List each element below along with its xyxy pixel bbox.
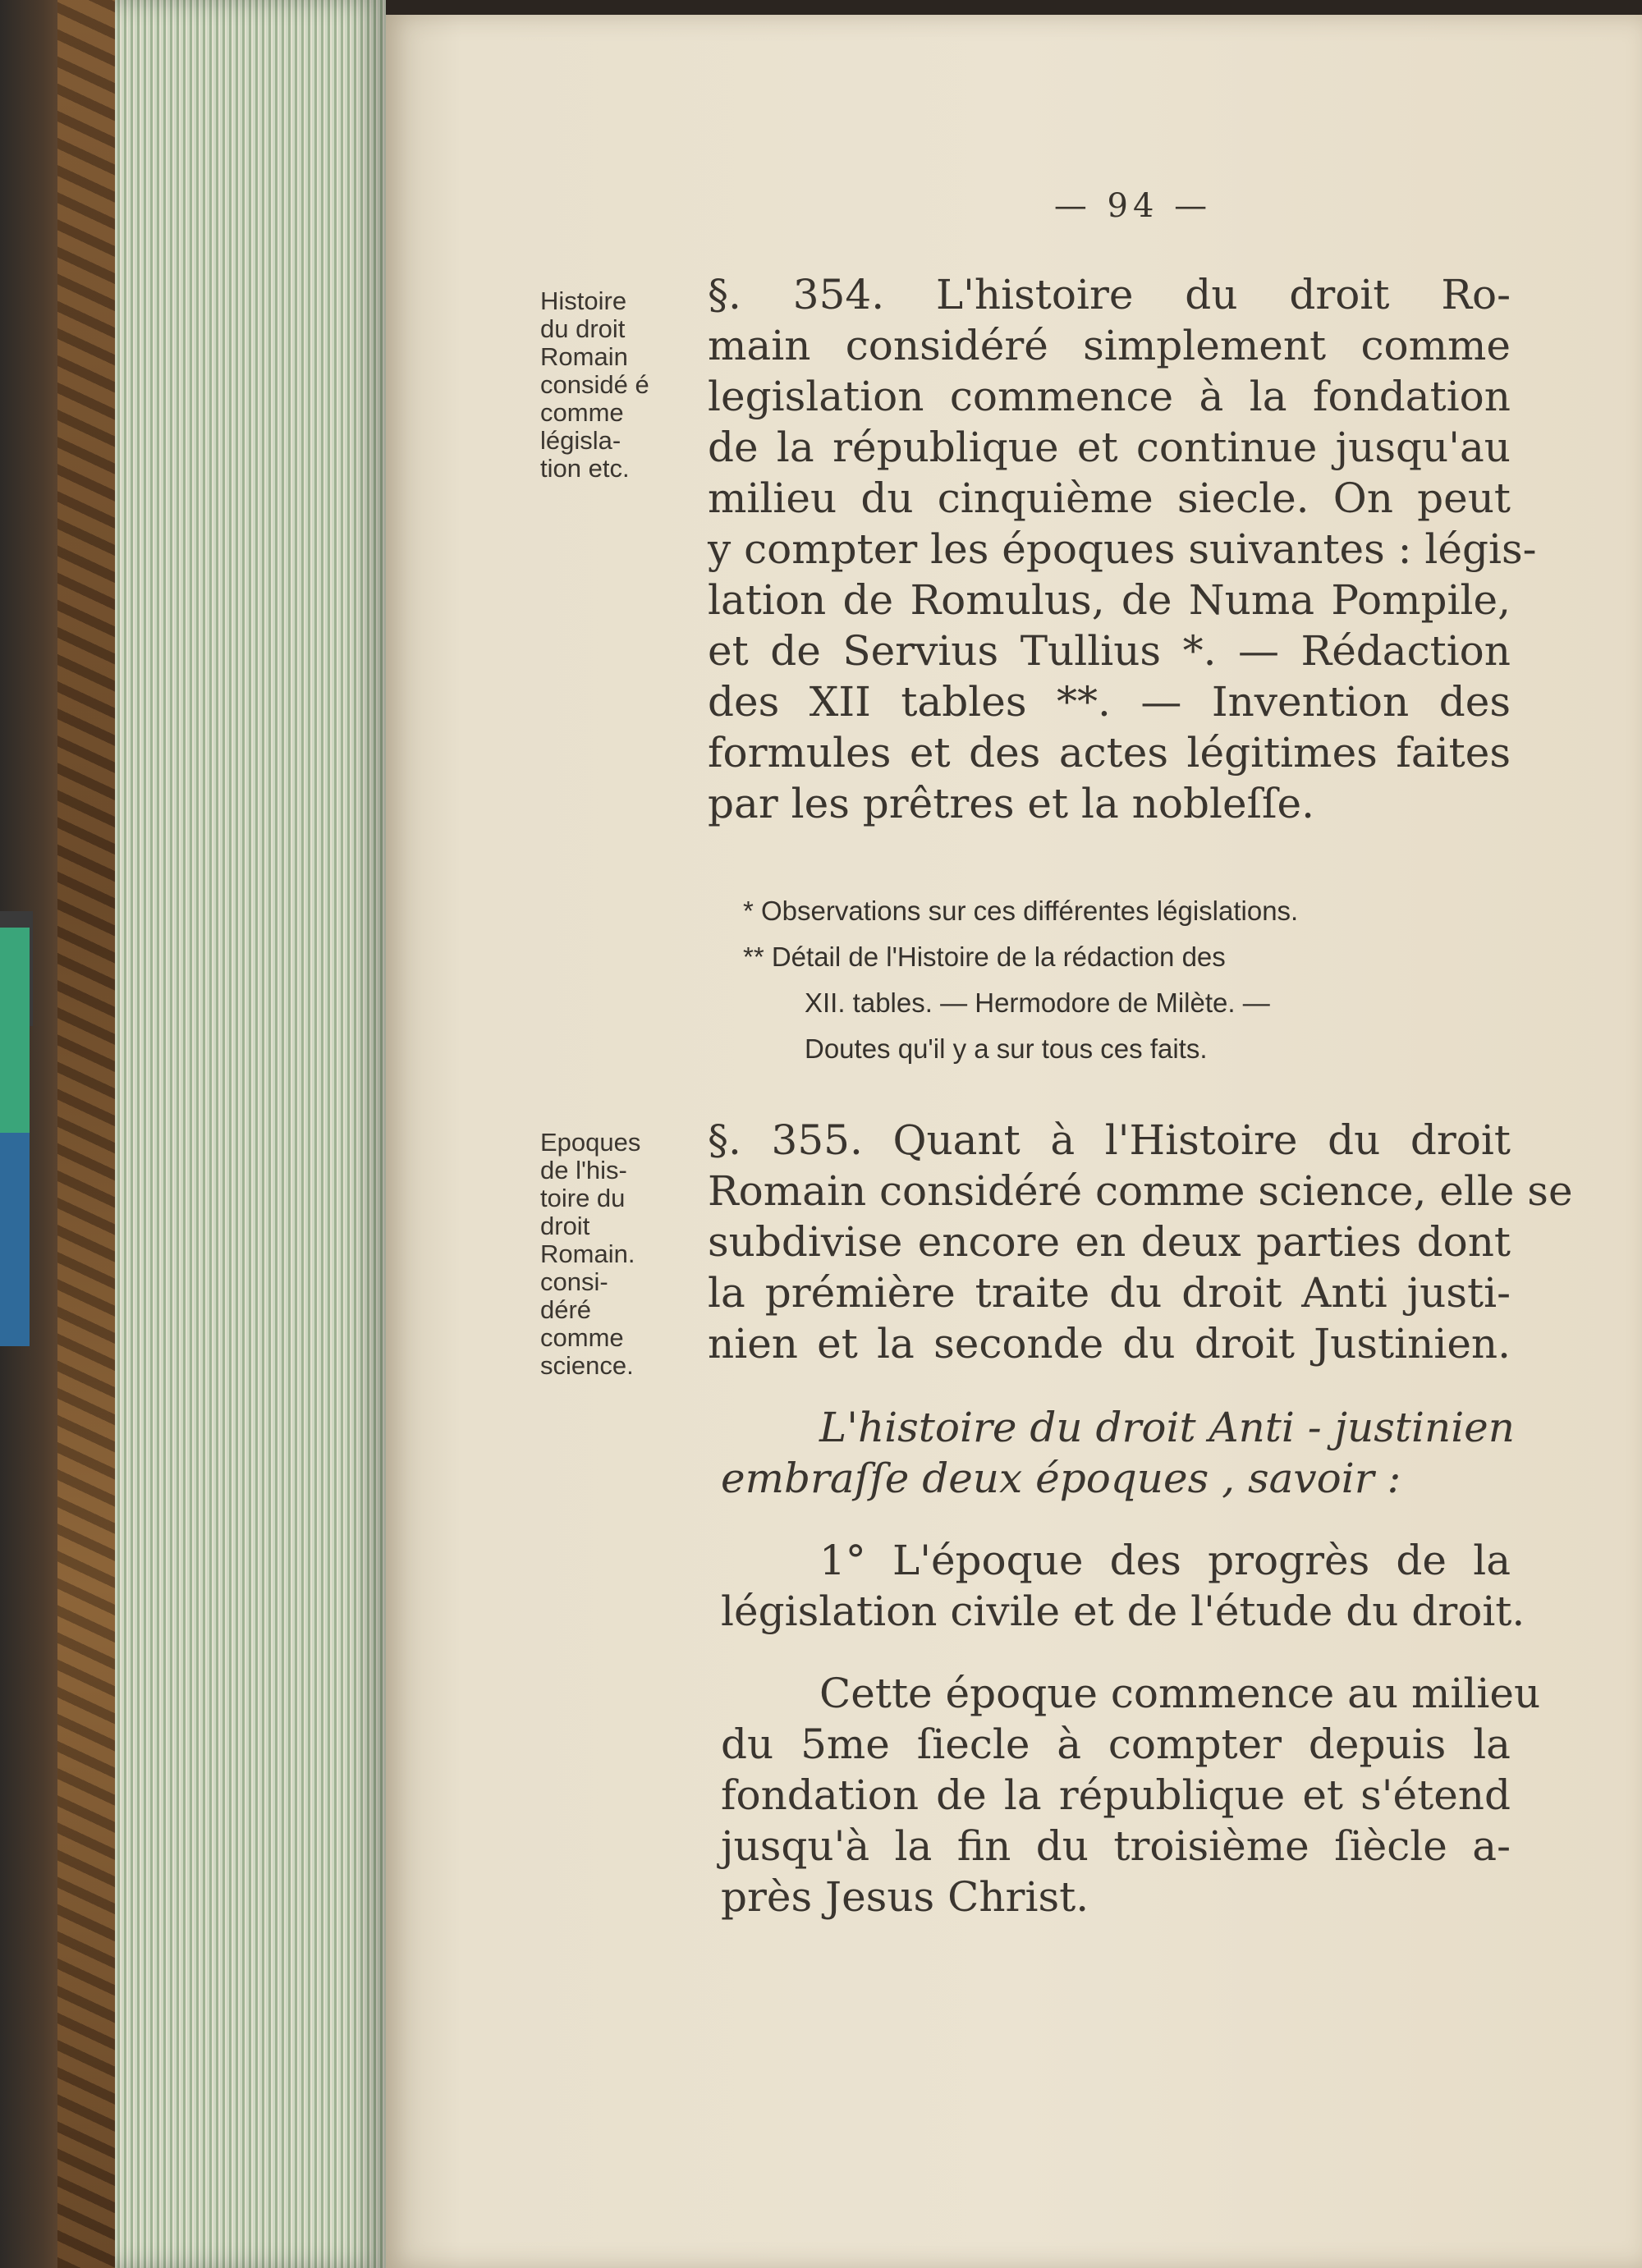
text-line: Cette époque commence au milieu (819, 1670, 1541, 1717)
margin-note-line: considé é (540, 370, 649, 399)
margin-note-line: du droit (540, 314, 626, 343)
text-line: §. 355. Quant à l'Histoire du droit (708, 1116, 1511, 1164)
margin-note-line: de l'his- (540, 1156, 627, 1184)
text-line: main considéré simplement comme (708, 322, 1511, 369)
footnote-line: XII. tables. — Hermodore de Milète. — (805, 987, 1270, 1018)
footnotes (743, 888, 1511, 1072)
margin-note-line: toire du (540, 1184, 626, 1212)
blue-tab (0, 1133, 30, 1346)
margin-note-line: tion etc. (540, 454, 630, 483)
text-line: fondation de la république et s'étend (721, 1771, 1511, 1819)
text-line: nien et la seconde du droit Justinien. (708, 1320, 1511, 1368)
text-line: des XII tables **. — Invention des (708, 678, 1511, 726)
text-line: lation de Romulus, de Numa Pompile, (708, 576, 1511, 624)
text-line: subdivise encore en deux parties dont (708, 1218, 1511, 1266)
text-line: par les prêtres et la nobleſſe. (708, 780, 1315, 827)
paragraph-355 (708, 1115, 1573, 1369)
text-line: 1° L'époque des progrès de la (819, 1537, 1511, 1584)
text-line: près Jesus Christ. (721, 1873, 1089, 1921)
paragraph-anti-justinien (721, 1402, 1515, 1504)
text-line: L'histoire du droit Anti - justinien (819, 1404, 1515, 1451)
page-edges (115, 0, 386, 2268)
text-line: et de Servius Tullius *. — Rédaction (708, 627, 1511, 675)
paragraph-354 (708, 269, 1537, 829)
text-line: embraſſe deux époques , savoir : (721, 1455, 1401, 1502)
text-line: Romain considéré comme science, elle se (708, 1167, 1573, 1215)
footnote-line: ** Détail de l'Histoire de la rédaction des (743, 942, 1226, 972)
margin-note-line: législa- (540, 426, 621, 455)
text-line: formules et des actes légitimes faites (708, 729, 1511, 777)
margin-note-line: déré (540, 1295, 592, 1324)
margin-note-line: comme (540, 398, 624, 427)
margin-note-line: Histoire (540, 286, 627, 315)
margin-note-line: comme (540, 1323, 624, 1352)
footnote-line: * Observations sur ces différentes législations. (743, 896, 1299, 926)
text-line: la prémière traite du droit Anti justi- (708, 1269, 1511, 1317)
text-line: du 5me ſiecle à compter depuis la (721, 1720, 1511, 1768)
margin-note-line: droit (540, 1212, 590, 1240)
margin-note-histoire (540, 287, 704, 483)
page-number: — 94 — (1053, 187, 1213, 225)
text-line: y compter les époques suivantes : légis- (708, 525, 1537, 573)
footnote-line: Doutes qu'il y a sur tous ces faits. (805, 1033, 1208, 1064)
margin-note-line: science. (540, 1351, 634, 1380)
text-line: jusqu'à la fin du troisième ſiècle a- (721, 1822, 1511, 1870)
margin-note-line: Romain (540, 342, 628, 371)
margin-note-epoques (540, 1129, 704, 1380)
margin-note-line: Romain. (540, 1239, 635, 1268)
margin-note-line: Epoques (540, 1128, 641, 1157)
paragraph-cette-epoque (721, 1668, 1541, 1922)
text-line: §. 354. L'histoire du droit Ro- (708, 271, 1511, 318)
margin-note-line: consi- (540, 1267, 608, 1296)
text-line: de la république et continue jusqu'au (708, 424, 1511, 471)
text-line: milieu du cinquième siecle. On peut (708, 474, 1511, 522)
green-tab (0, 928, 30, 1133)
text-line: legislation commence à la fondation (708, 373, 1511, 420)
text-line: législation civile et de l'étude du droit. (721, 1588, 1525, 1635)
paragraph-first-epoch (721, 1535, 1525, 1637)
